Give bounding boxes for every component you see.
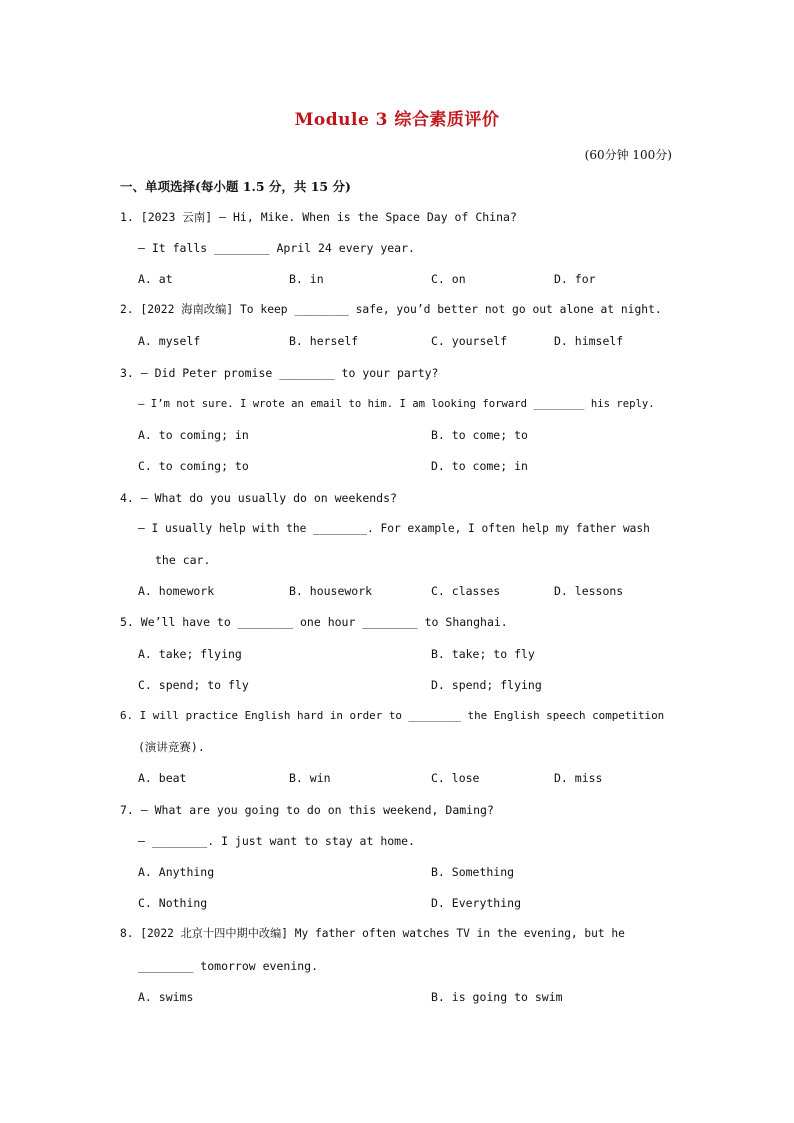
- question-6-option-a: A. beat: [138, 771, 187, 785]
- question-4-reply: — I usually help with the ________. For example, I often help my father wash: [138, 522, 650, 535]
- question-5-option-d: D. spend; flying: [431, 678, 542, 692]
- question-7-reply: — ________. I just want to stay at home.: [138, 834, 415, 848]
- question-1-option-d: D. for: [554, 272, 596, 286]
- time-score-note: (60分钟 100分): [584, 148, 672, 162]
- question-2-option-b: B. herself: [289, 334, 359, 348]
- question-5-option-a: A. take; flying: [138, 647, 242, 661]
- question-5-option-c: C. spend; to fly: [138, 678, 249, 692]
- question-5-stem: 5. We’ll have to ________ one hour ________ to Shanghai.: [120, 615, 508, 629]
- question-8-stem-continued: ________ tomorrow evening.: [138, 959, 319, 973]
- question-6-option-d: D. miss: [554, 771, 603, 785]
- question-4-reply-continued: the car.: [155, 553, 211, 567]
- question-8-option-a: A. swims: [138, 990, 194, 1004]
- section-heading: 一、单项选择(每小题 1.5 分，共 15 分): [120, 179, 351, 194]
- question-7-option-b: B. Something: [431, 865, 515, 879]
- question-5-option-b: B. take; to fly: [431, 647, 535, 661]
- question-1-reply: — It falls ________ April 24 every year.: [138, 241, 415, 255]
- question-1-option-a: A. at: [138, 272, 173, 286]
- question-3-option-c: C. to coming; to: [138, 459, 249, 473]
- question-8-stem: 8. [2022 北京十四中期中改编] My father often watches TV in the evening, but he: [120, 927, 625, 940]
- question-7-option-c: C. Nothing: [138, 896, 208, 910]
- question-7-option-a: A. Anything: [138, 865, 215, 879]
- question-2-option-d: D. himself: [554, 334, 624, 348]
- question-6-stem-continued: (演讲竞赛).: [138, 740, 205, 754]
- question-4-stem: 4. — What do you usually do on weekends?: [120, 491, 397, 505]
- question-7-option-d: D. Everything: [431, 896, 522, 910]
- question-4-option-c: C. classes: [431, 584, 501, 598]
- question-6-stem: 6. I will practice English hard in order to ________ the English speech competition: [120, 709, 665, 722]
- question-6-option-b: B. win: [289, 771, 331, 785]
- question-1-stem: 1. [2023 云南] — Hi, Mike. When is the Space Day of China?: [120, 210, 517, 224]
- question-8-option-b: B. is going to swim: [431, 990, 563, 1004]
- question-4-option-d: D. lessons: [554, 584, 624, 598]
- question-3-option-a: A. to coming; in: [138, 428, 249, 442]
- question-3-option-b: B. to come; to: [431, 428, 528, 442]
- question-6-option-c: C. lose: [431, 771, 480, 785]
- question-3-stem: 3. — Did Peter promise ________ to your party?: [120, 366, 439, 380]
- question-3-reply: — I’m not sure. I wrote an email to him. I am looking forward ________ his reply.: [138, 398, 655, 410]
- question-2-option-c: C. yourself: [431, 334, 508, 348]
- question-3-option-d: D. to come; in: [431, 459, 528, 473]
- question-7-stem: 7. — What are you going to do on this weekend, Daming?: [120, 803, 494, 817]
- question-2-stem: 2. [2022 海南改编] To keep ________ safe, you’d better not go out alone at night.: [120, 303, 662, 316]
- question-4-option-b: B. housework: [289, 584, 373, 598]
- question-1-option-c: C. on: [431, 272, 466, 286]
- question-1-option-b: B. in: [289, 272, 324, 286]
- question-4-option-a: A. homework: [138, 584, 215, 598]
- question-2-option-a: A. myself: [138, 334, 201, 348]
- page-title: Module 3 综合素质评价: [294, 110, 500, 130]
